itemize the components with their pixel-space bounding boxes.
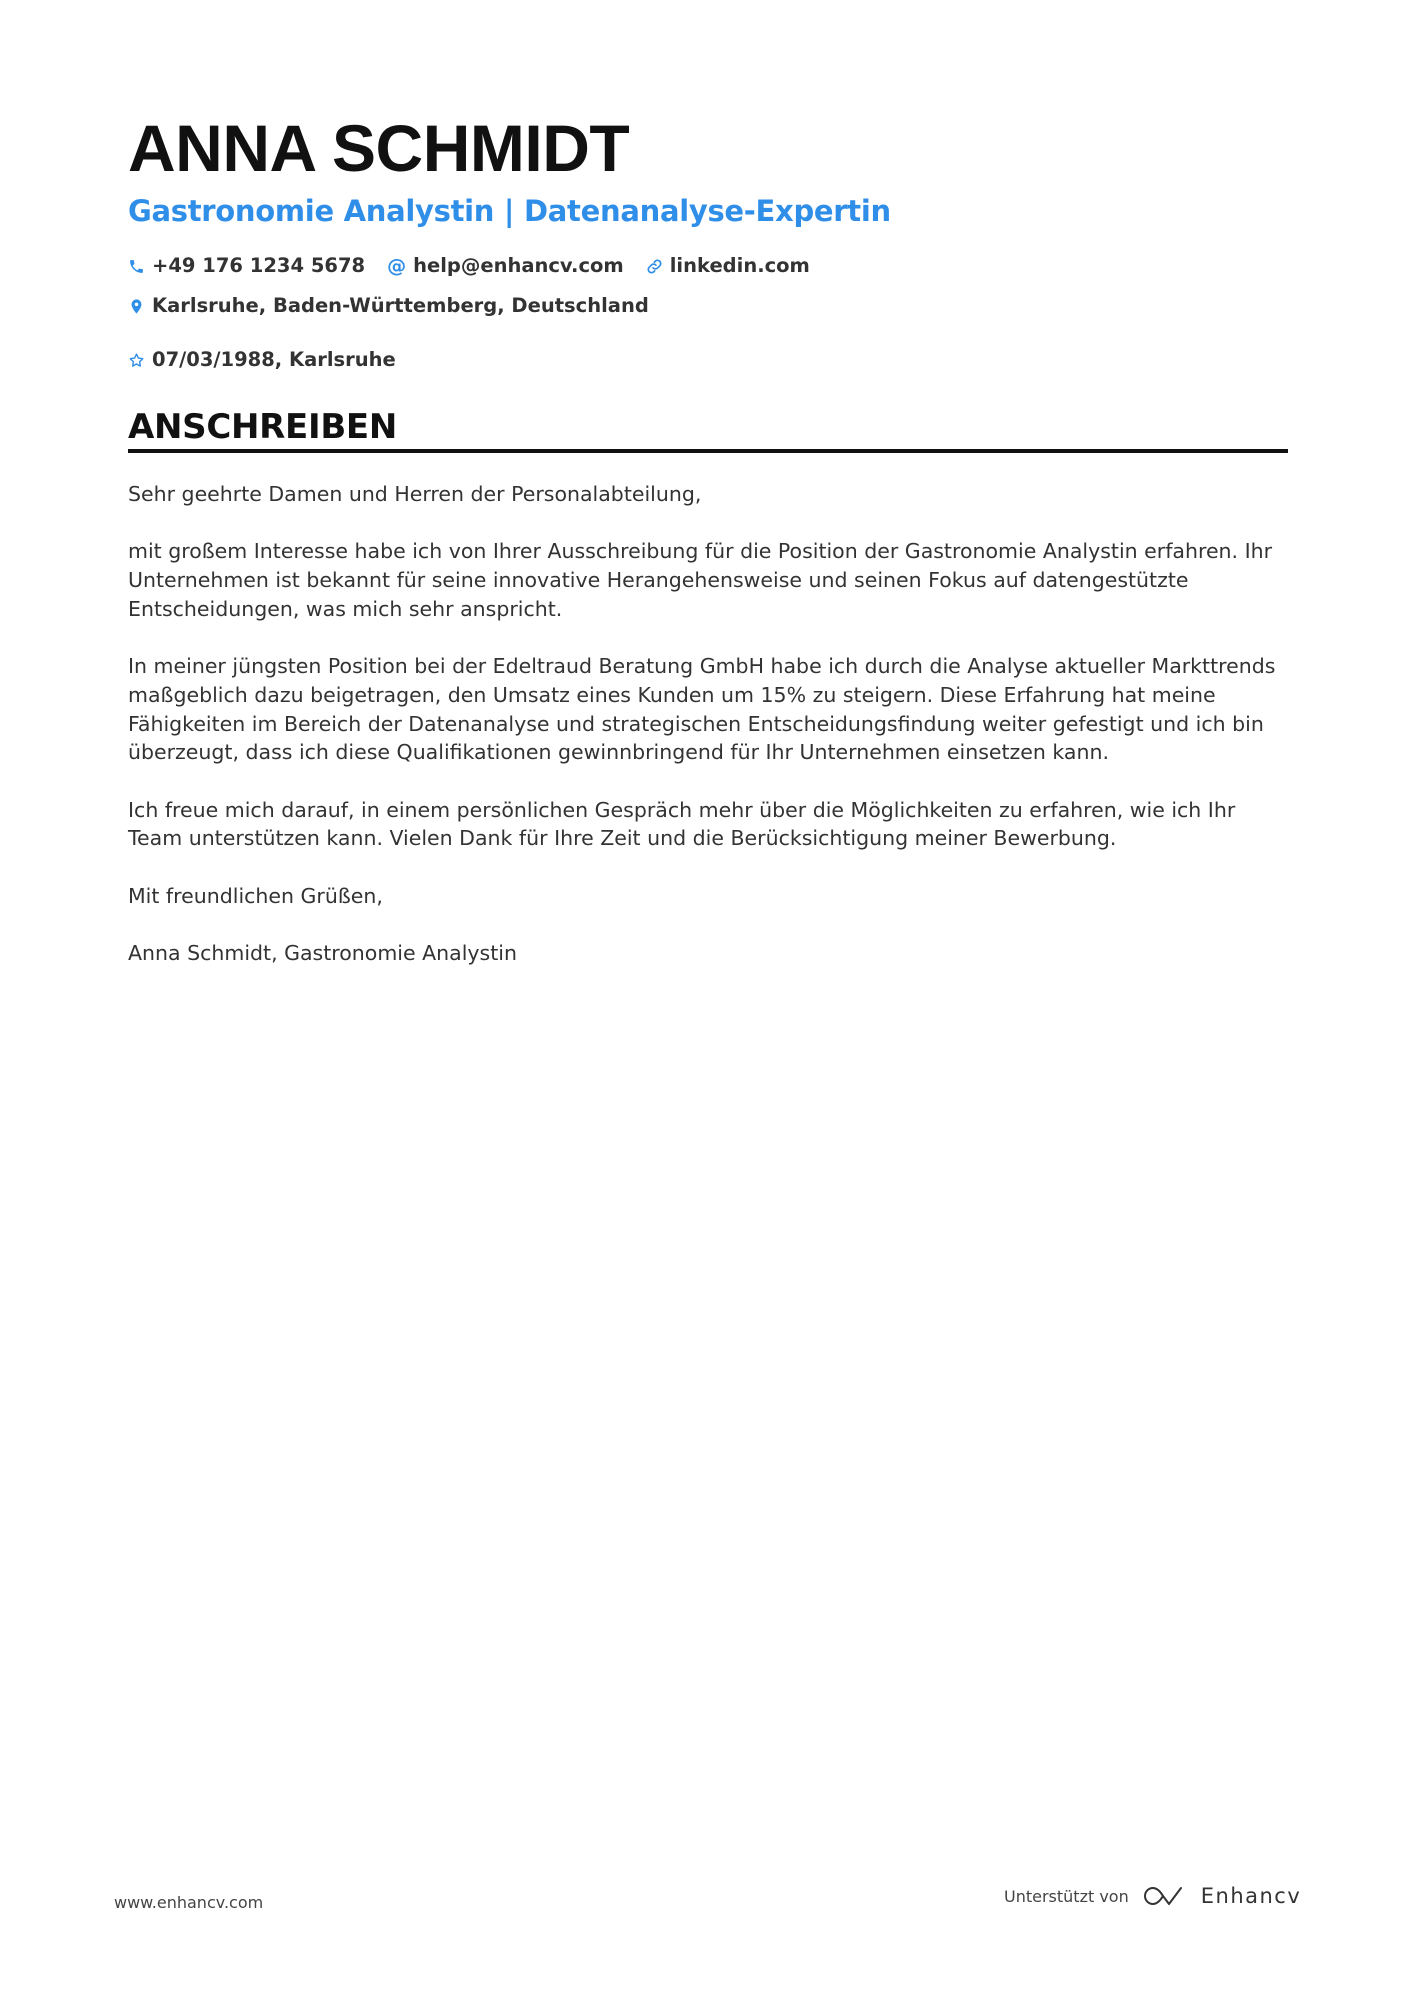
phone-icon <box>128 258 145 275</box>
contact-location <box>128 293 649 319</box>
link-icon <box>646 258 663 275</box>
contact-phone[interactable] <box>128 253 365 279</box>
location-text: Karlsruhe, Baden-Württemberg, Deutschland <box>152 294 649 317</box>
letter-paragraph: mit großem Interesse habe ich von Ihrer Ausschreibung für die Position der Gastronomie Analystin erfahren. Ihr Unternehmen ist bekannt für seine innovative Herangehensweise und seinen Fokus auf datengestützte Entscheidungen, was mich sehr anspricht. <box>128 539 1273 621</box>
letter-paragraph: In meiner jüngsten Position bei der Edeltraud Beratung GmbH habe ich durch die Analyse aktueller Markttrends maßgeblich dazu beigetragen, den Umsatz eines Kunden um 15% zu steigern. Diese Erfahrung hat meine Fähigkeiten im Bereich der Datenanalyse und strategischen Entscheidungsfindung weiter gefestigt und ich bin überzeugt, dass ich diese Qualifikationen gewinnbringend für Ihr Unternehmen einsetzen kann. <box>128 654 1276 765</box>
letter-paragraph: Ich freue mich darauf, in einem persönlichen Gespräch mehr über die Möglichkeiten zu erfahren, wie ich Ihr Team unterstützen kann. Vielen Dank für Ihre Zeit und die Berücksichtigung meiner Bewerbung. <box>128 797 1236 851</box>
letter-closing: Mit freundlichen Grüßen, <box>128 883 383 908</box>
brand-logo[interactable] <box>1141 1884 1302 1908</box>
contact-website[interactable] <box>646 253 810 279</box>
birth-text: 07/03/1988, Karlsruhe <box>152 348 396 371</box>
contact-email[interactable] <box>387 253 624 279</box>
section-title: ANSCHREIBEN <box>128 407 398 447</box>
footer-branding <box>1004 1884 1301 1908</box>
brand-name: Enhancv <box>1200 1884 1302 1908</box>
letter-signature: Anna Schmidt, Gastronomie Analystin <box>128 941 517 966</box>
website-text: linkedin.com <box>669 254 810 277</box>
letter-greeting: Sehr geehrte Damen und Herren der Personalabteilung, <box>128 482 702 506</box>
enhancv-logo-icon <box>1141 1884 1187 1908</box>
contact-birth <box>128 347 396 373</box>
section-divider <box>128 449 1288 453</box>
at-icon: @ <box>387 255 407 277</box>
email-text: help@enhancv.com <box>413 254 624 277</box>
star-icon <box>128 352 145 369</box>
letter-body <box>128 480 1288 997</box>
footer-website[interactable]: www.enhancv.com <box>114 1893 264 1912</box>
powered-by-text: Unterstützt von <box>1004 1886 1129 1906</box>
candidate-name: ANNA SCHMIDT <box>128 111 630 185</box>
phone-text: +49 176 1234 5678 <box>152 254 366 277</box>
job-title: Gastronomie Analystin | Datenanalyse-Expertin <box>128 194 891 228</box>
contact-info <box>128 253 1288 373</box>
map-pin-icon <box>128 298 145 315</box>
